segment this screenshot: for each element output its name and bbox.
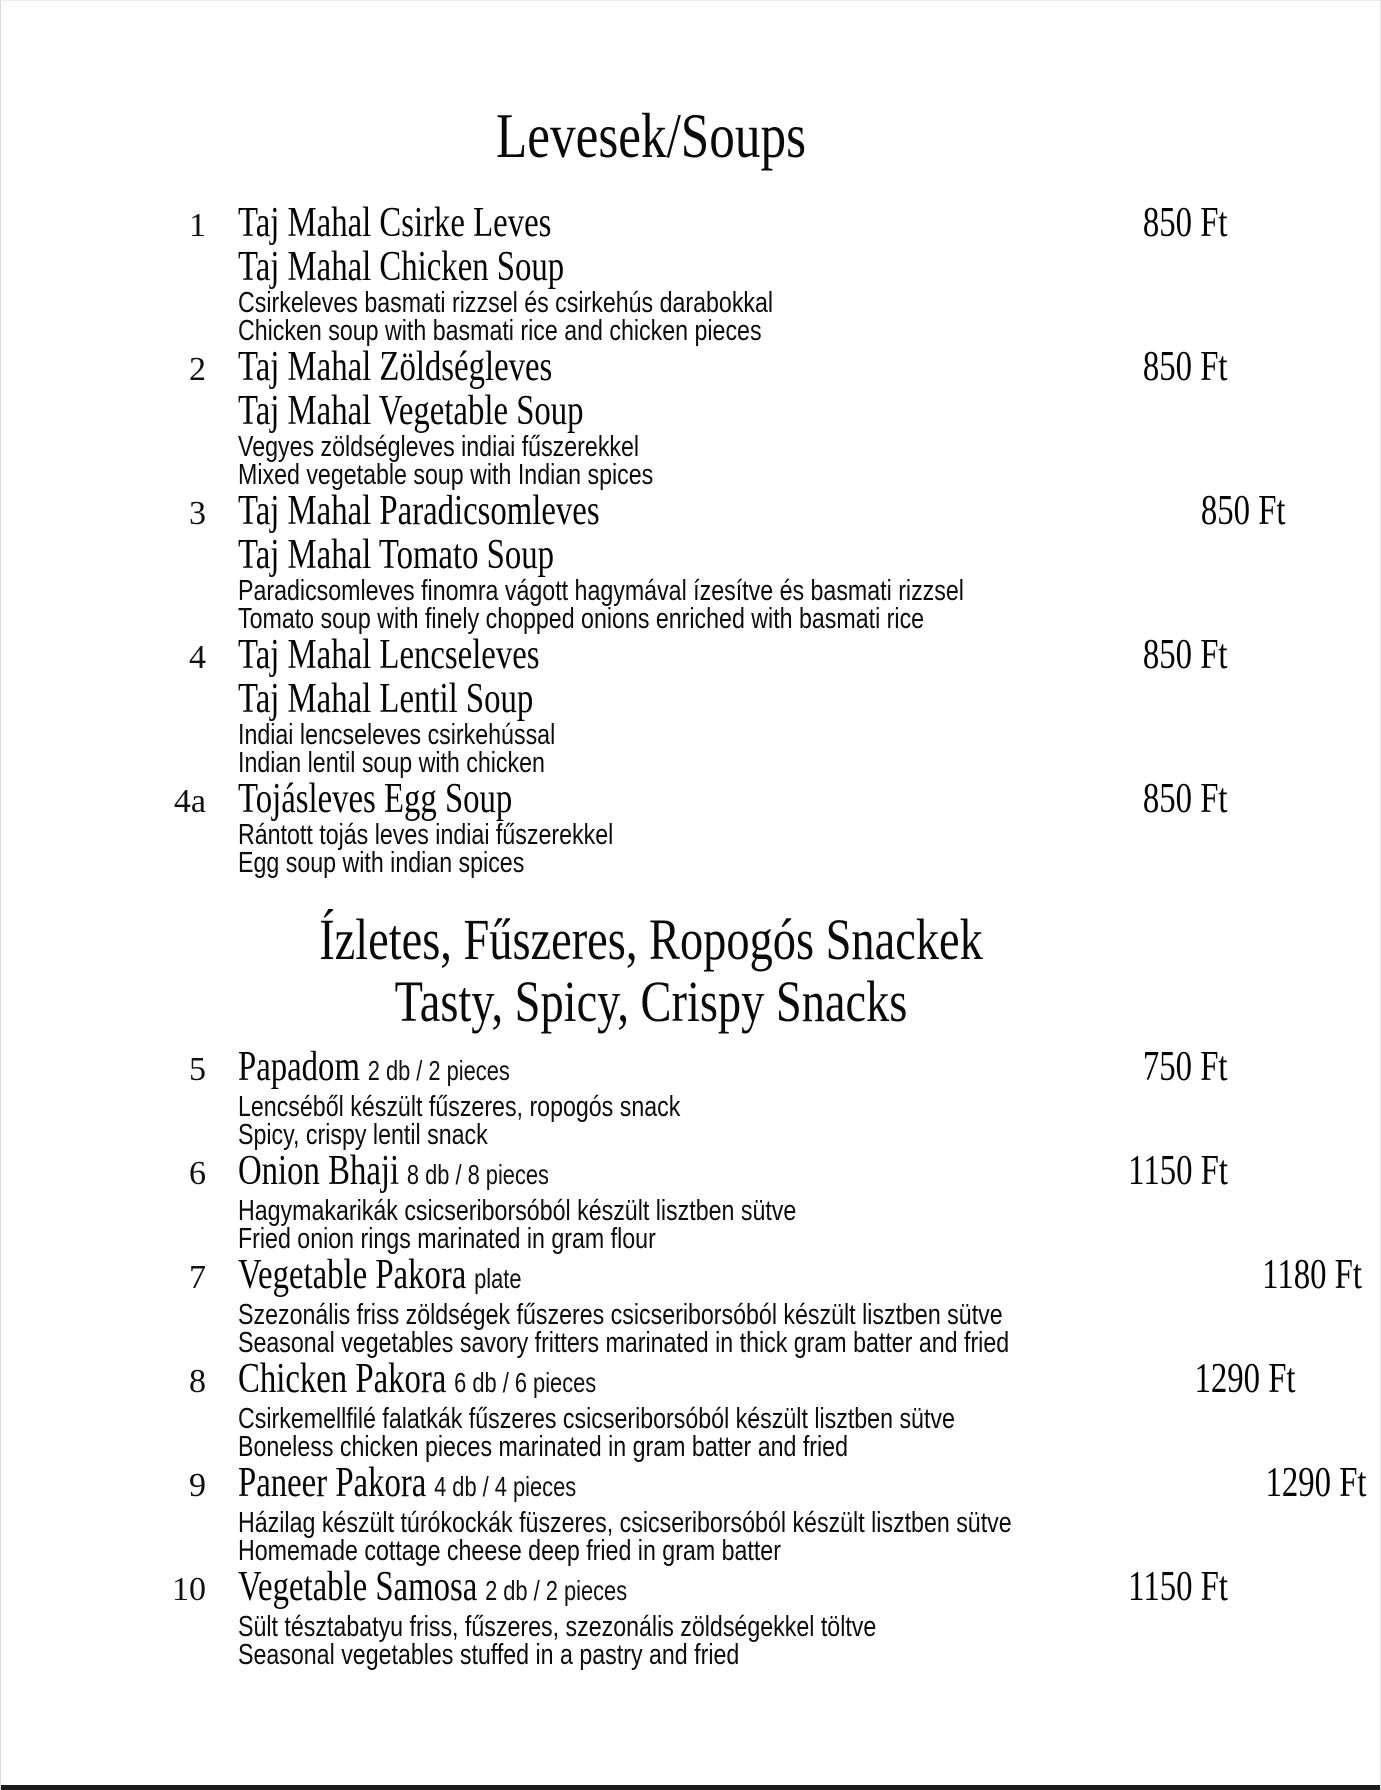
item-body bbox=[238, 1253, 1202, 1357]
item-name-en: Taj Mahal Tomato Soup bbox=[238, 532, 555, 578]
menu-section-snacks bbox=[1, 909, 1380, 1669]
item-name: Paneer Pakora bbox=[238, 1460, 427, 1506]
item-name-line bbox=[238, 1461, 992, 1509]
item-name-line bbox=[238, 345, 901, 389]
item-description-en: Indian lentil soup with chicken bbox=[238, 747, 545, 779]
item-name: Vegetable Samosa bbox=[238, 1564, 478, 1610]
section-title bbox=[76, 909, 1226, 1033]
menu-item bbox=[1, 1045, 1228, 1149]
item-description-hu: Hagymakarikák csicseriborsóból készült lisztben sütve bbox=[238, 1195, 797, 1227]
menu-item bbox=[1, 345, 1228, 489]
item-number: 4a bbox=[173, 783, 206, 820]
item-price: 750 Ft bbox=[1143, 1044, 1228, 1090]
section-items bbox=[1, 1045, 1380, 1669]
item-body bbox=[238, 1045, 1087, 1149]
item-description-hu: Lencséből készült fűszeres, ropogós snack bbox=[238, 1091, 681, 1123]
menu-item bbox=[1, 1252, 1362, 1359]
item-portion-note: 6 db / 6 pieces bbox=[454, 1367, 597, 1398]
item-name-en: Taj Mahal Chicken Soup bbox=[238, 244, 565, 290]
item-number: 3 bbox=[189, 495, 206, 532]
item-portion-note: 8 db / 8 pieces bbox=[406, 1159, 549, 1190]
item-number: 7 bbox=[189, 1259, 206, 1296]
item-name-en: Taj Mahal Vegetable Soup bbox=[238, 388, 584, 434]
menu-item bbox=[1, 1149, 1228, 1253]
item-portion-note: 2 db / 2 pieces bbox=[367, 1055, 510, 1086]
menu-item bbox=[1, 777, 1228, 877]
item-price: 1180 Ft bbox=[1262, 1252, 1362, 1298]
menu-section-soups bbox=[1, 100, 1380, 879]
item-body bbox=[238, 345, 1087, 489]
item-number: 8 bbox=[189, 1363, 206, 1400]
item-name-line bbox=[238, 777, 901, 821]
item-description-hu: Csirkeleves basmati rizzsel és csirkehús darabokkal bbox=[238, 287, 774, 319]
item-name: Taj Mahal Paradicsomleves bbox=[238, 488, 600, 534]
item-body bbox=[238, 1357, 1134, 1461]
item-name: Tojásleves Egg Soup bbox=[238, 776, 513, 822]
item-body bbox=[238, 1149, 1068, 1253]
item-description-hu: Szezonális friss zöldségek fűszeres csicseriborsóból készült lisztben sütve bbox=[238, 1299, 1003, 1331]
item-number: 4 bbox=[189, 639, 206, 676]
item-name-line bbox=[238, 1149, 885, 1197]
item-name: Vegetable Pakora bbox=[238, 1252, 467, 1298]
item-name: Taj Mahal Zöldségleves bbox=[238, 344, 553, 390]
item-description-hu: Rántott tojás leves indiai fűszerekkel bbox=[238, 819, 614, 851]
item-name: Taj Mahal Csirke Leves bbox=[238, 200, 552, 246]
item-description-en: Tomato soup with finely chopped onions enriched with basmati rice bbox=[238, 603, 925, 635]
item-description-en: Fried onion rings marinated in gram flour bbox=[238, 1223, 656, 1255]
item-name-line bbox=[238, 201, 901, 245]
item-price: 850 Ft bbox=[1201, 488, 1286, 534]
section-title-line: Levesek/Soups bbox=[496, 100, 806, 171]
section-title-line: Ízletes, Fűszeres, Ropogós Snackek bbox=[319, 907, 983, 972]
item-portion-note: 4 db / 4 pieces bbox=[434, 1471, 577, 1502]
item-name: Chicken Pakora bbox=[238, 1356, 447, 1402]
item-description-en: Homemade cottage cheese deep fried in gram batter bbox=[238, 1535, 781, 1567]
item-body bbox=[238, 201, 1087, 345]
item-description-en: Seasonal vegetables stuffed in a pastry and fried bbox=[238, 1639, 740, 1671]
item-price: 850 Ft bbox=[1143, 776, 1228, 822]
item-body bbox=[238, 633, 1087, 777]
item-description-en: Boneless chicken pieces marinated in gram batter and fried bbox=[238, 1431, 848, 1463]
item-name-line bbox=[238, 1565, 885, 1613]
item-portion-note: 2 db / 2 pieces bbox=[485, 1575, 628, 1606]
item-description-hu: Vegyes zöldségleves indiai fűszerekkel bbox=[238, 431, 640, 463]
item-body bbox=[238, 1461, 1205, 1565]
menu-item bbox=[1, 488, 1286, 635]
item-name-line bbox=[238, 1045, 901, 1093]
page-bottom-edge bbox=[1, 1785, 1380, 1790]
item-price: 1150 Ft bbox=[1128, 1564, 1228, 1610]
item-price: 1150 Ft bbox=[1128, 1148, 1228, 1194]
item-price: 850 Ft bbox=[1143, 200, 1228, 246]
item-name: Papadom bbox=[238, 1044, 360, 1090]
item-number: 6 bbox=[189, 1155, 206, 1192]
menu-item bbox=[1, 1356, 1296, 1463]
menu-item bbox=[1, 201, 1228, 345]
item-number: 9 bbox=[189, 1467, 206, 1504]
item-name-line bbox=[238, 1357, 937, 1405]
item-name: Onion Bhaji bbox=[238, 1148, 400, 1194]
section-title bbox=[76, 100, 1226, 171]
menu-item bbox=[1, 1460, 1367, 1567]
item-description-hu: Házilag készült túrókockák füszeres, csicseriborsóból készült lisztben sütve bbox=[238, 1507, 1012, 1539]
item-description-en: Mixed vegetable soup with Indian spices bbox=[238, 459, 654, 491]
item-name-line bbox=[238, 633, 901, 677]
menu-item bbox=[1, 633, 1228, 777]
item-body bbox=[238, 489, 1145, 633]
item-description-en: Spicy, crispy lentil snack bbox=[238, 1119, 488, 1151]
item-name-line bbox=[238, 1253, 990, 1301]
item-description-en: Seasonal vegetables savory fritters marinated in thick gram batter and fried bbox=[238, 1327, 1010, 1359]
item-price: 1290 Ft bbox=[1265, 1460, 1367, 1506]
item-description-hu: Indiai lencseleves csirkehússal bbox=[238, 719, 556, 751]
item-description-en: Egg soup with indian spices bbox=[238, 847, 525, 879]
item-price: 850 Ft bbox=[1143, 344, 1228, 390]
menu-content bbox=[1, 1, 1380, 1669]
item-description-hu: Csirkemellfilé falatkák fűszeres csicseriborsóból készült lisztben sütve bbox=[238, 1403, 955, 1435]
section-title-line: Tasty, Spicy, Crispy Snacks bbox=[394, 969, 908, 1034]
item-name-en: Taj Mahal Lentil Soup bbox=[238, 676, 534, 722]
menu-item bbox=[1, 1565, 1228, 1669]
item-number: 2 bbox=[189, 351, 206, 388]
item-description-en: Chicken soup with basmati rice and chicken pieces bbox=[238, 315, 762, 347]
item-name-line bbox=[238, 489, 946, 533]
item-number: 10 bbox=[172, 1571, 206, 1608]
item-description-hu: Paradicsomleves finomra vágott hagymával ízesítve és basmati rizzsel bbox=[238, 575, 964, 607]
item-description-hu: Sült tésztabatyu friss, fűszeres, szezonális zöldségekkel töltve bbox=[238, 1611, 877, 1643]
item-body bbox=[238, 1565, 1068, 1669]
section-items bbox=[1, 201, 1380, 877]
item-price: 1290 Ft bbox=[1194, 1356, 1296, 1402]
item-price: 850 Ft bbox=[1143, 632, 1228, 678]
item-number: 5 bbox=[189, 1051, 206, 1088]
item-body bbox=[238, 777, 1087, 877]
item-number: 1 bbox=[189, 207, 206, 244]
item-name: Taj Mahal Lencseleves bbox=[238, 632, 540, 678]
item-portion-note: plate bbox=[474, 1263, 522, 1294]
